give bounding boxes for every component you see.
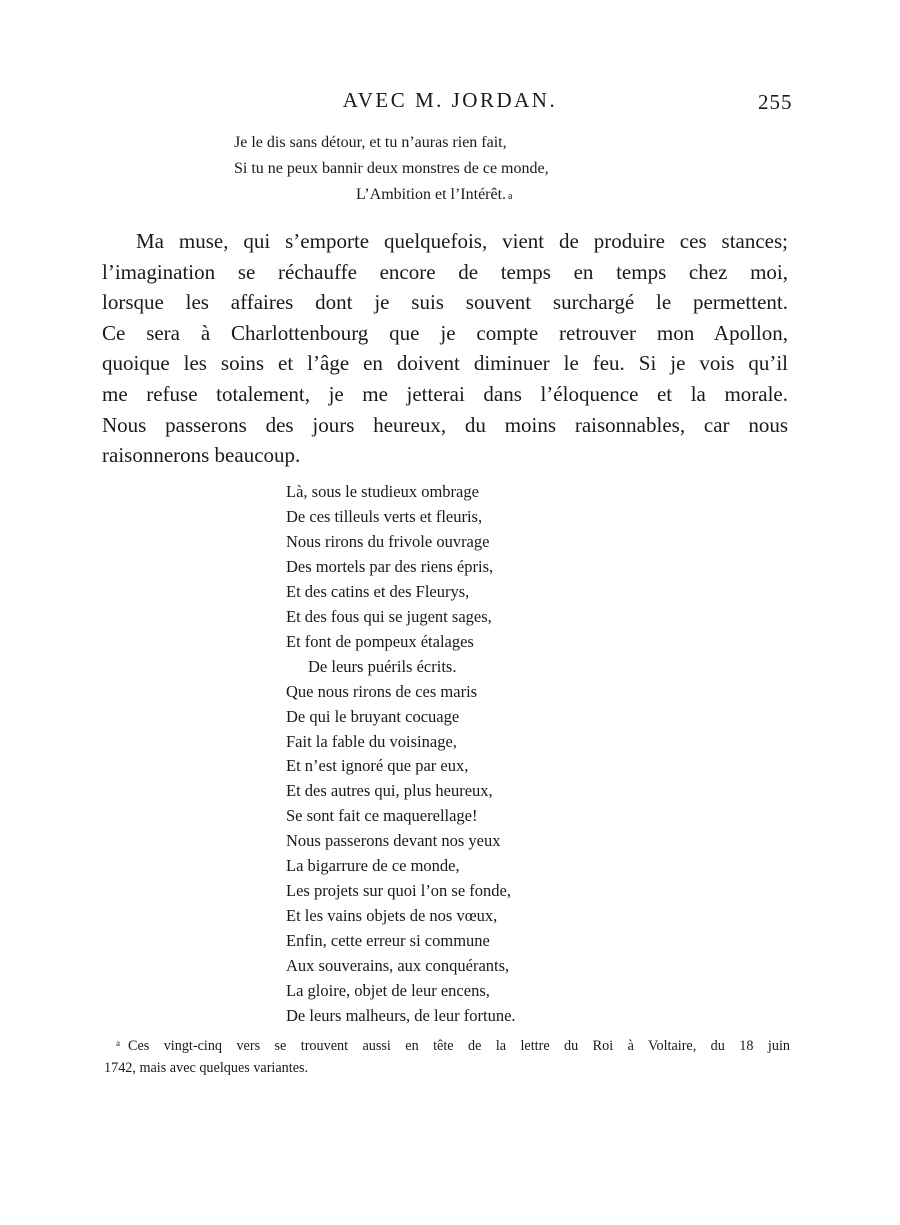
poem-line-8: De leurs puérils écrits. xyxy=(308,656,457,676)
prose-paragraph xyxy=(102,226,788,471)
poem-line-20: Aux souverains, aux conquérants, xyxy=(286,956,510,976)
top-verse-line-3 xyxy=(356,184,513,208)
running-title: AVEC M. JORDAN. xyxy=(342,88,558,112)
footnote-reference-marker[interactable]: a xyxy=(508,191,513,202)
poem-line-22: De leurs malheurs, de leur fortune. xyxy=(286,1006,516,1026)
poem-line-6: Et des fous qui se jugent sages, xyxy=(286,606,492,626)
poem-line-16: La bigarrure de ce monde, xyxy=(286,856,460,876)
prose-line-4: Ce sera à Charlottenbourg que je compte retrouver mon Apollon, xyxy=(102,320,788,345)
poem-line-7: Et font de pompeux étalages xyxy=(286,631,474,651)
footnote-line-2: 1742, mais avec quelques variantes. xyxy=(104,1060,309,1076)
prose-line-6: me refuse totalement, je me jetterai dans l’éloquence et la morale. xyxy=(102,381,788,406)
poem-line-19: Enfin, cette erreur si commune xyxy=(286,931,490,951)
poem-line-10: De qui le bruyant cocuage xyxy=(286,706,460,726)
prose-line-1: Ma muse, qui s’emporte quelquefois, vient de produire ces stances; xyxy=(136,229,788,253)
top-verse-line-2: Si tu ne peux bannir deux monstres de ce monde, xyxy=(234,160,549,177)
footnote-marker: a xyxy=(116,1038,120,1048)
prose-line-7: Nous passerons des jours heureux, du moins raisonnables, car nous xyxy=(102,412,788,437)
poem-line-9: Que nous rirons de ces maris xyxy=(286,681,478,701)
poem-line-11: Fait la fable du voisinage, xyxy=(286,731,457,751)
poem-line-2: De ces tilleuls verts et fleuris, xyxy=(286,506,483,526)
prose-line-5: quoique les soins et l’âge en doivent diminuer le feu. Si je vois qu’il xyxy=(102,351,788,376)
page-number: 255 xyxy=(758,90,793,114)
top-verse-line-1: Je le dis sans détour, et tu n’auras rien fait, xyxy=(234,134,507,151)
top-verse-line-3-text: L’Ambition et l’Intérêt. xyxy=(356,186,507,203)
poem-line-14: Se sont fait ce maquerellage! xyxy=(286,806,478,826)
footnote-text-1: Ces vingt-cinq vers se trouvent aussi en tête de la lettre du Roi à Voltaire, du 18 juin xyxy=(128,1038,790,1054)
poem-line-17: Les projets sur quoi l’on se fonde, xyxy=(286,881,511,901)
poem-line-21: La gloire, objet de leur encens, xyxy=(286,981,490,1001)
poem-line-4: Des mortels par des riens épris, xyxy=(286,556,494,576)
poem-line-13: Et des autres qui, plus heureux, xyxy=(286,781,493,801)
poem-line-18: Et les vains objets de nos vœux, xyxy=(286,906,498,926)
prose-line-3: lorsque les affaires dont je suis souvent surchargé le permettent. xyxy=(102,290,788,315)
poem-line-1: Là, sous le studieux ombrage xyxy=(286,482,479,501)
footnote-line-1 xyxy=(104,1036,790,1058)
poem-line-3: Nous rirons du frivole ouvrage xyxy=(286,531,490,551)
footnote xyxy=(104,1036,790,1079)
prose-line-8: raisonnerons beaucoup. xyxy=(102,443,301,468)
poem-line-12: Et n’est ignoré que par eux, xyxy=(286,756,469,776)
poem-line-15: Nous passerons devant nos yeux xyxy=(286,831,501,851)
prose-line-2: l’imagination se réchauffe encore de temps en temps chez moi, xyxy=(102,259,788,284)
poem xyxy=(286,480,516,1029)
poem-line-5: Et des catins et des Fleurys, xyxy=(286,581,470,601)
